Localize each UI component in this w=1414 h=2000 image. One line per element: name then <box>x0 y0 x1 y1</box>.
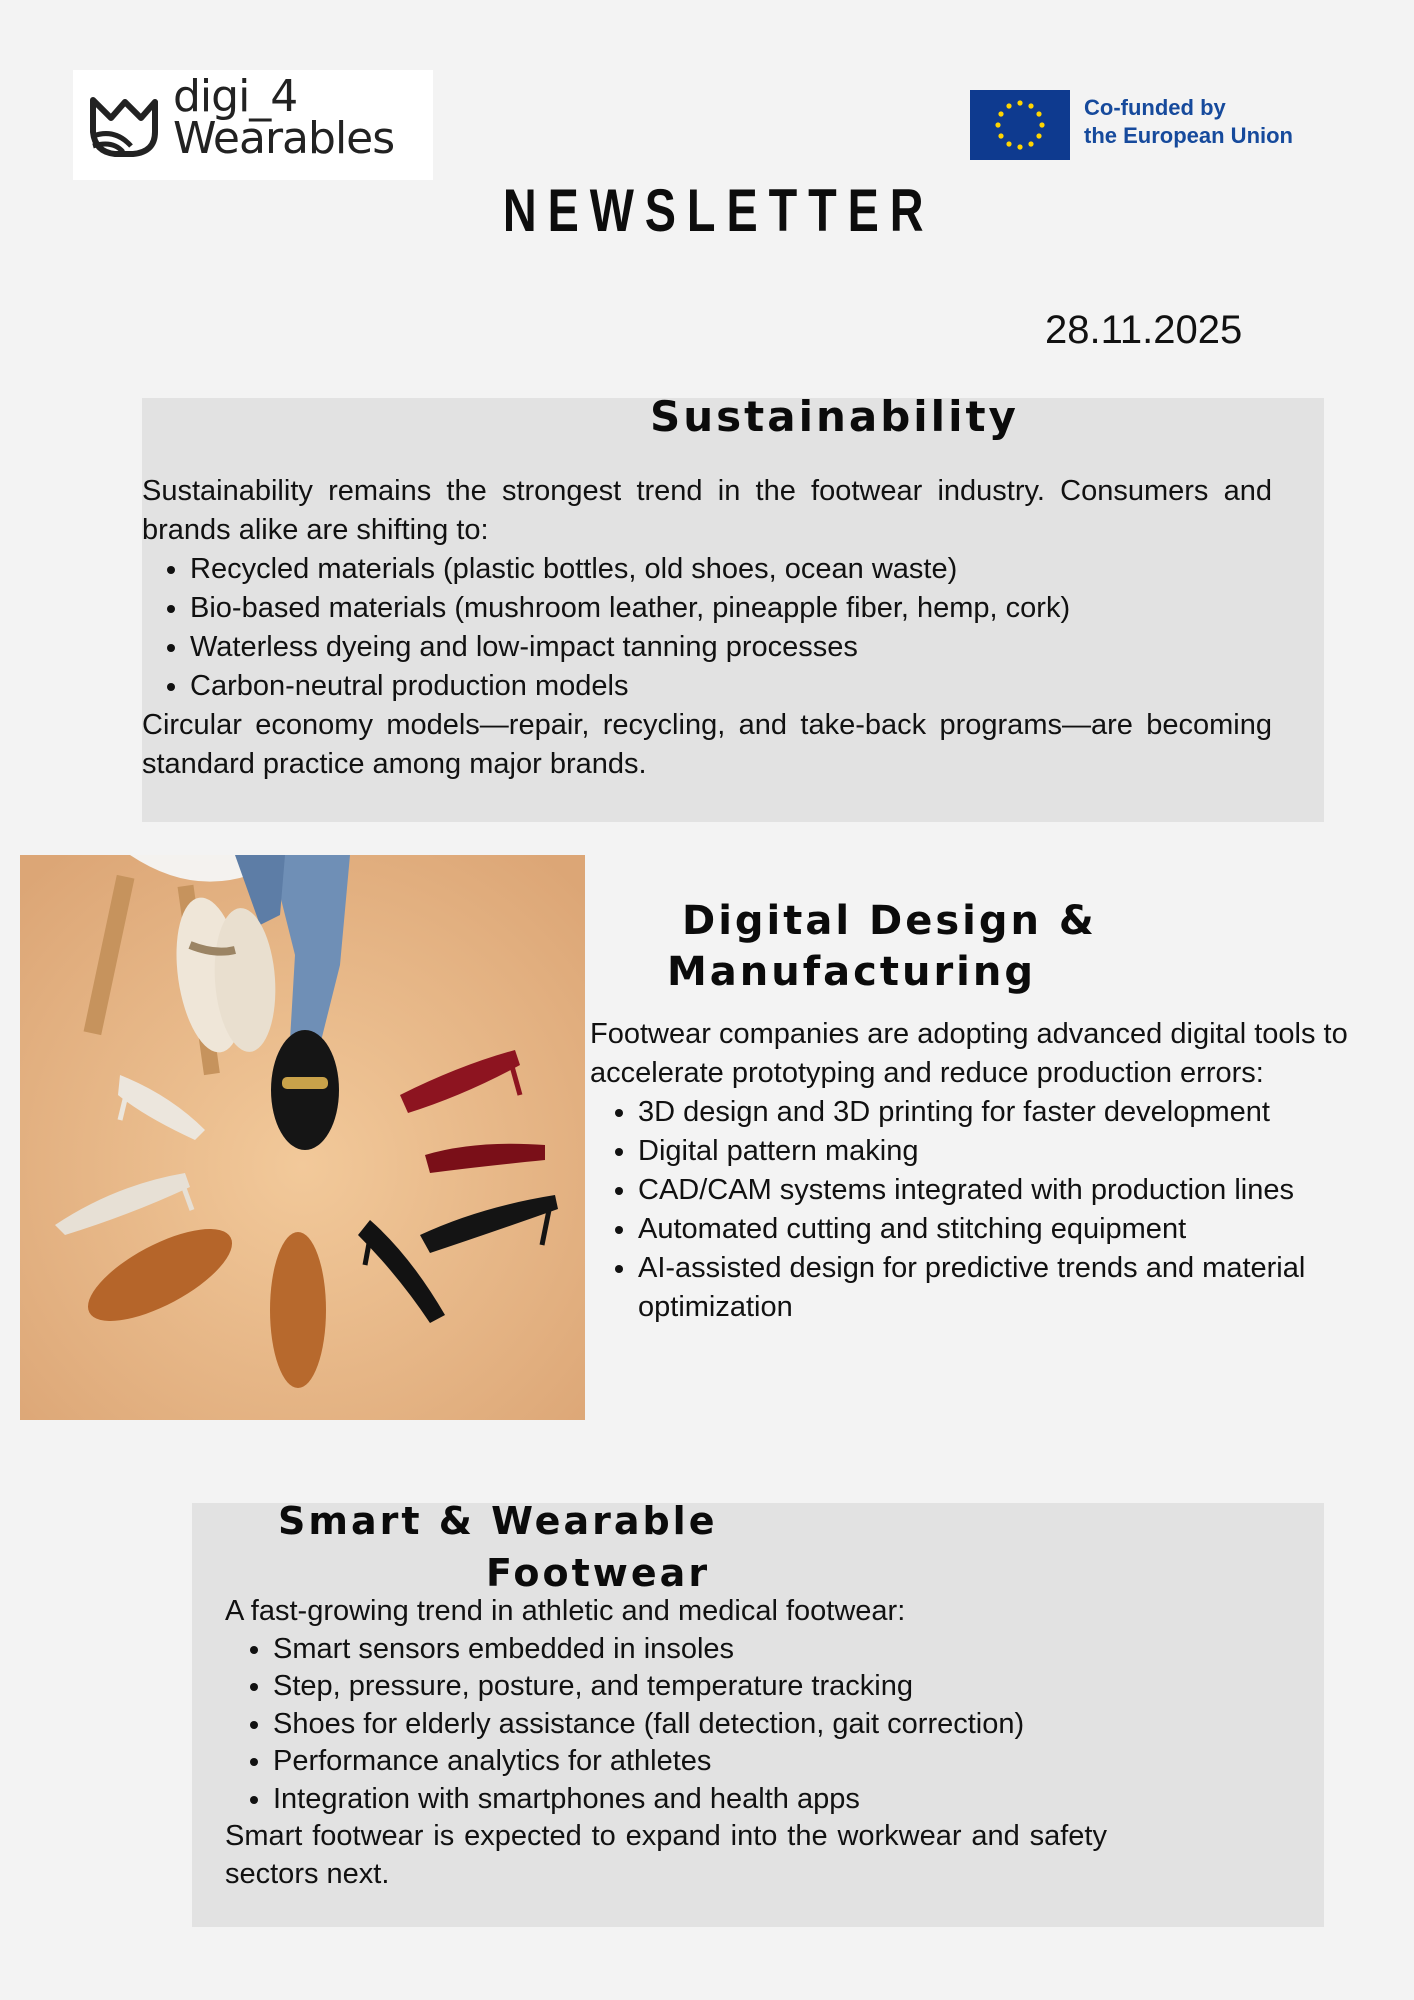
sustainability-section <box>142 392 1324 822</box>
list-item: • Shoes for elderly assistance (fall detection, gait correction) <box>273 1706 1107 1744</box>
eu-text-line1: Co-funded by <box>1084 95 1226 120</box>
digital-list <box>590 1093 1390 1327</box>
sustainability-heading: Sustainability <box>650 392 1019 441</box>
digital-intro: Footwear companies are adopting advanced digital tools to accelerate prototyping and reduce production errors: <box>590 1018 1348 1089</box>
list-item: • Waterless dyeing and low-impact tanning processes <box>190 628 1272 667</box>
list-item: • Bio-based materials (mushroom leather, pineapple fiber, hemp, cork) <box>190 589 1272 628</box>
smart-heading-line2: Footwear <box>486 1551 711 1595</box>
eu-flag-icon <box>970 90 1070 160</box>
sustainability-list <box>142 550 1272 706</box>
smart-footwear-section <box>192 1499 1324 1927</box>
page-title: NEWSLETTER <box>502 177 935 244</box>
list-item: • Digital pattern making <box>638 1132 1390 1171</box>
list-item: • Integration with smartphones and health apps <box>273 1781 1107 1819</box>
logo-text-line1: digi_4 <box>173 71 298 122</box>
logo-text-line2: Wearables <box>173 113 395 164</box>
list-item: • AI-assisted design for predictive trends and material optimization <box>638 1249 1390 1327</box>
list-item: • Performance analytics for athletes <box>273 1743 1107 1781</box>
smart-outro: Smart footwear is expected to expand into the workwear and safety sectors next. <box>225 1820 1107 1890</box>
smart-list <box>225 1631 1107 1819</box>
eu-text-line2: the European Union <box>1084 123 1293 148</box>
sustainability-intro: Sustainability remains the strongest trend in the footwear industry. Consumers and brands alike are shifting to: <box>142 475 1272 546</box>
smart-intro: A fast-growing trend in athletic and medical footwear: <box>225 1595 906 1627</box>
list-item: • Automated cutting and stitching equipment <box>638 1210 1390 1249</box>
list-item: • CAD/CAM systems integrated with production lines <box>638 1171 1390 1210</box>
shoes-photo <box>20 855 585 1420</box>
sustainability-outro: Circular economy models—repair, recycling, and take-back programs—are becoming standard practice among major brands. <box>142 709 1272 780</box>
digital-heading-line2: Manufacturing <box>667 949 1036 995</box>
shoes-illustration <box>20 855 585 1420</box>
list-item: • Recycled materials (plastic bottles, old shoes, ocean waste) <box>190 550 1272 589</box>
list-item: • Step, pressure, posture, and temperature tracking <box>273 1668 1107 1706</box>
digital-heading-line1: Digital Design & <box>682 898 1097 944</box>
list-item: • Carbon-neutral production models <box>190 667 1272 706</box>
list-item: • 3D design and 3D printing for faster development <box>638 1093 1390 1132</box>
issue-date: 28.11.2025 <box>1045 308 1243 352</box>
list-item: • Smart sensors embedded in insoles <box>273 1631 1107 1669</box>
digital-section <box>590 1015 1390 1327</box>
logo-shoe-icon <box>85 84 165 164</box>
digi4wearables-logo <box>73 70 433 180</box>
smart-heading-line1: Smart & Wearable <box>278 1499 718 1543</box>
